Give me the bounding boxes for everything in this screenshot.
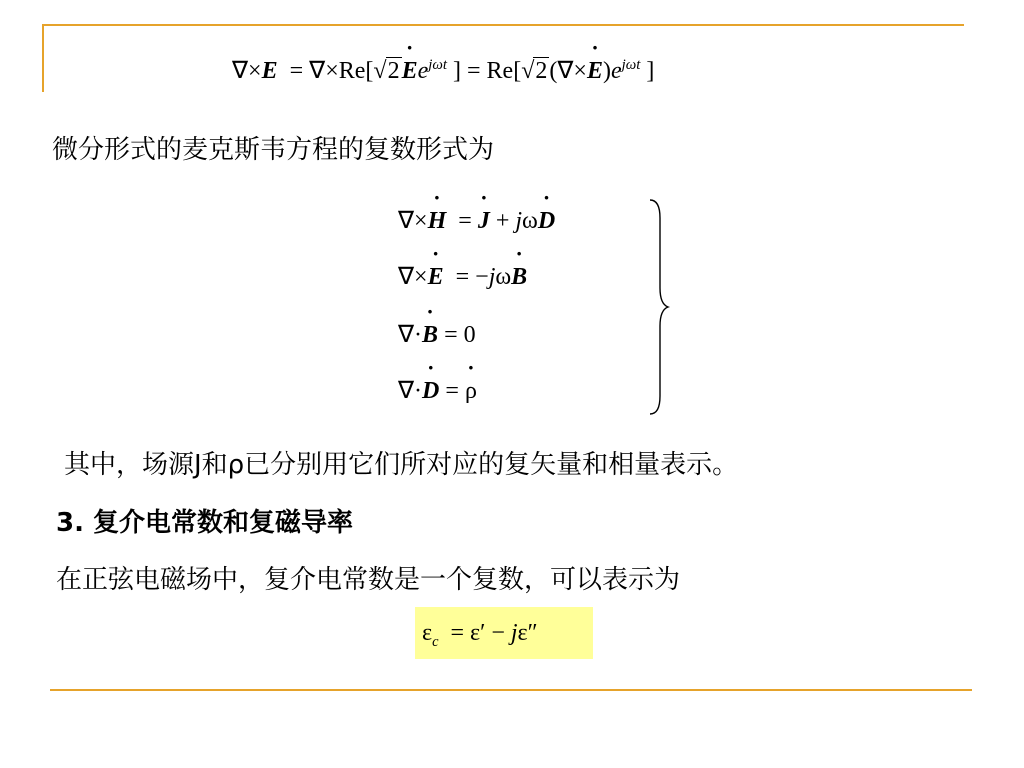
gauss-magnetic-equation: ∇·˙ B = 0 — [398, 320, 476, 349]
right-brace — [648, 196, 672, 418]
left-rule — [42, 24, 44, 92]
source-note: 其中，场源J和ρ已分别用它们所对应的复矢量和相量表示。 — [64, 450, 739, 480]
complex-permittivity-equation: $\varepsilon_c = \varepsilon' - j\varepsilon''$ — [422, 620, 538, 650]
intro-text: 微分形式的麦克斯韦方程的复数形式为 — [52, 135, 495, 165]
faraday-equation: ∇×˙ E = −jω˙ B — [398, 262, 527, 291]
bottom-rule — [50, 689, 972, 691]
epsilon-sentence: 在正弦电磁场中，复介电常数是一个复数，可以表示为 — [56, 565, 681, 595]
ampere-equation: ∇×˙ H = ˙ J + jω˙ D — [398, 206, 555, 235]
curl-e-equation: ∇×E = ∇×Re[√2˙ $Ee^{j\omega t}$ ] = Re[√2(∇×˙ $E)e^{j\omega t}$ ] — [232, 56, 654, 85]
section-heading: 3. 复介电常数和复磁导率 — [56, 508, 354, 538]
top-rule — [42, 24, 964, 26]
maxwell-equations — [398, 196, 688, 418]
gauss-electric-equation: ∇·˙ D = ˙ ρ — [398, 376, 477, 405]
